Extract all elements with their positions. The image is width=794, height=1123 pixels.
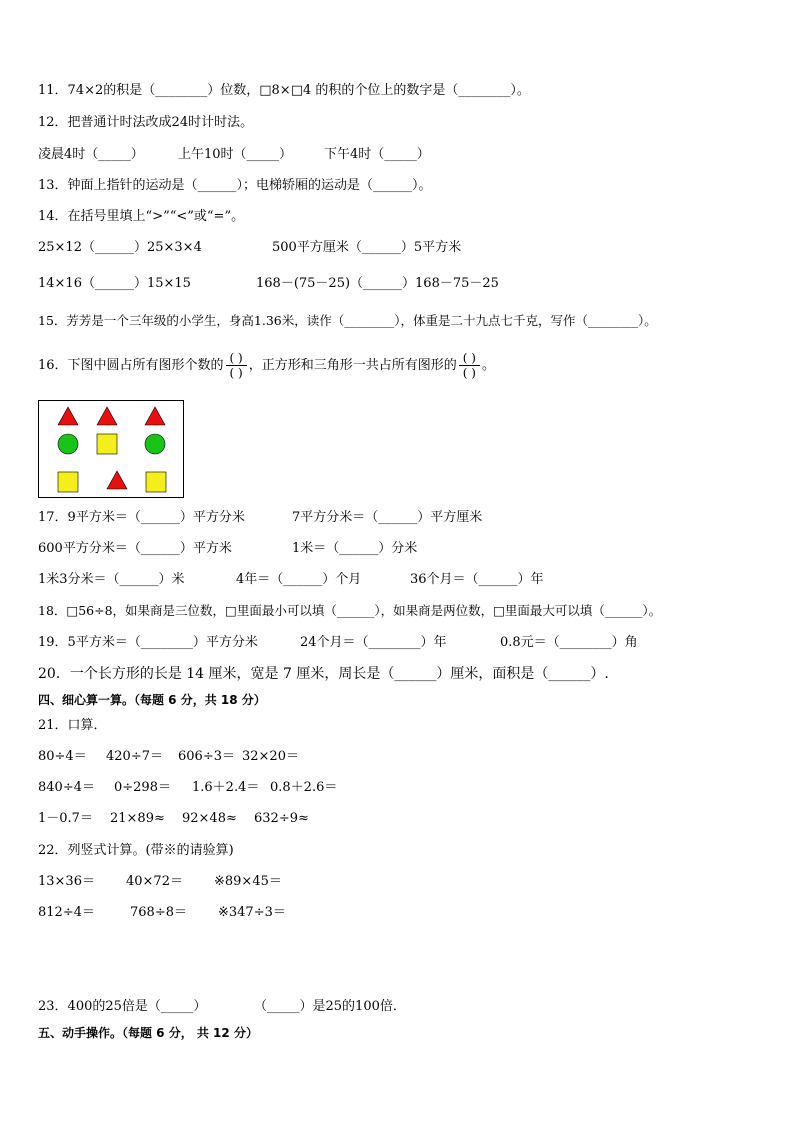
oral-calc-item: 606÷3＝ bbox=[178, 749, 235, 764]
question-16-prefix: 16．下图中圆占所有图形个数的 bbox=[38, 358, 224, 373]
oral-calc-item: 840÷4＝ bbox=[38, 780, 95, 795]
oral-calc-item: 1.6＋2.4＝ bbox=[192, 780, 260, 795]
circle-shape bbox=[58, 434, 78, 454]
question-14-c: 14×16（______）15×15 bbox=[38, 276, 191, 291]
question-14: 14．在括号里填上“>”“<”或“=”。 bbox=[38, 209, 245, 224]
fraction-blank-circles bbox=[226, 351, 247, 380]
section-4-heading: 四、细心算一算。（每题 6 分，共 18 分） bbox=[38, 693, 266, 707]
question-12-a: 凌晨4时（_____） bbox=[38, 147, 144, 162]
fraction-denominator: ( ) bbox=[462, 366, 476, 380]
question-17-f: 4年＝（______）个月 bbox=[236, 572, 362, 587]
question-17-e: 1米3分米＝（______）米 bbox=[38, 572, 185, 587]
question-14-a: 25×12（______）25×3×4 bbox=[38, 240, 202, 255]
question-19-b: 24个月＝（________）年 bbox=[300, 635, 447, 650]
fraction-numerator: ( ) bbox=[459, 351, 480, 366]
oral-calc-item: 0÷298＝ bbox=[114, 780, 171, 795]
question-19-c: 0.8元＝（________）角 bbox=[500, 635, 638, 650]
shapes-figure bbox=[38, 400, 184, 498]
question-20: 20．一个长方形的长是 14 厘米，宽是 7 厘米，周长是（______）厘米，面积是（______）. bbox=[38, 666, 609, 682]
triangle-shape bbox=[145, 407, 165, 425]
question-23-b: （_____）是25的100倍． bbox=[254, 999, 406, 1014]
question-16-suffix: 。 bbox=[481, 358, 495, 373]
question-17-a: 17．9平方米＝（______）平方分米 bbox=[38, 510, 245, 525]
question-16-middle: ，正方形和三角形一共占所有图形的 bbox=[248, 358, 457, 373]
written-calc-item: ※89×45＝ bbox=[214, 874, 282, 889]
section-5-heading: 五、动手操作。（每题 6 分， 共 12 分） bbox=[38, 1026, 258, 1040]
written-calc-item: ※347÷3＝ bbox=[218, 905, 286, 920]
oral-calc-item: 21×89≈ bbox=[110, 811, 165, 826]
oral-calc-item: 632÷9≈ bbox=[254, 811, 309, 826]
question-17-d: 1米＝（______）分米 bbox=[292, 541, 418, 556]
question-14-d: 168－(75－25)（______）168－75－25 bbox=[256, 276, 499, 291]
circle-shape bbox=[145, 434, 165, 454]
question-17-g: 36个月＝（______）年 bbox=[410, 572, 544, 587]
question-19-a: 19．5平方米＝（________）平方分米 bbox=[38, 635, 258, 650]
question-21: 21．口算． bbox=[38, 718, 107, 733]
question-12-b: 上午10时（_____） bbox=[178, 147, 293, 162]
question-14-b: 500平方厘米（______）5平方米 bbox=[272, 240, 462, 255]
triangle-shape bbox=[97, 407, 117, 425]
triangle-shape bbox=[58, 407, 78, 425]
square-shape bbox=[97, 434, 117, 454]
question-16 bbox=[38, 348, 495, 384]
question-11: 11．74×2的积是（________）位数，□8×□4 的积的个位上的数字是（________）。 bbox=[38, 83, 530, 98]
question-22: 22．列竖式计算。(带※的请验算) bbox=[38, 843, 234, 858]
oral-calc-item: 80÷4＝ bbox=[38, 749, 87, 764]
fraction-denominator: ( ) bbox=[229, 366, 243, 380]
written-calc-item: 40×72＝ bbox=[126, 874, 183, 889]
question-23-a: 23．400的25倍是（_____） bbox=[38, 999, 207, 1014]
question-12-c: 下午4时（_____） bbox=[324, 147, 430, 162]
square-shape bbox=[58, 472, 78, 492]
question-17-c: 600平方分米＝（______）平方米 bbox=[38, 541, 232, 556]
triangle-shape bbox=[107, 471, 127, 489]
question-12: 12．把普通计时法改成24时计时法。 bbox=[38, 115, 254, 130]
oral-calc-item: 32×20＝ bbox=[242, 749, 299, 764]
question-15: 15．芳芳是一个三年级的小学生，身高1.36米，读作（________），体重是二十九点七千克，写作（________）。 bbox=[38, 313, 657, 328]
shapes-svg bbox=[39, 401, 185, 499]
written-calc-item: 812÷4＝ bbox=[38, 905, 95, 920]
question-18: 18．□56÷8，如果商是三位数，□里面最小可以填（______），如果商是两位数，□里面最大可以填（______）。 bbox=[38, 603, 662, 618]
oral-calc-item: 0.8＋2.6＝ bbox=[270, 780, 338, 795]
written-calc-item: 13×36＝ bbox=[38, 874, 95, 889]
oral-calc-item: 1－0.7＝ bbox=[38, 811, 93, 826]
oral-calc-item: 92×48≈ bbox=[182, 811, 237, 826]
question-17-b: 7平方分米＝（______）平方厘米 bbox=[292, 510, 483, 525]
fraction-numerator: ( ) bbox=[226, 351, 247, 366]
oral-calc-item: 420÷7＝ bbox=[106, 749, 163, 764]
square-shape bbox=[146, 472, 166, 492]
fraction-blank-squares-triangles bbox=[459, 351, 480, 380]
written-calc-item: 768÷8＝ bbox=[130, 905, 187, 920]
question-13: 13．钟面上指针的运动是（______）；电梯轿厢的运动是（______）。 bbox=[38, 178, 432, 193]
